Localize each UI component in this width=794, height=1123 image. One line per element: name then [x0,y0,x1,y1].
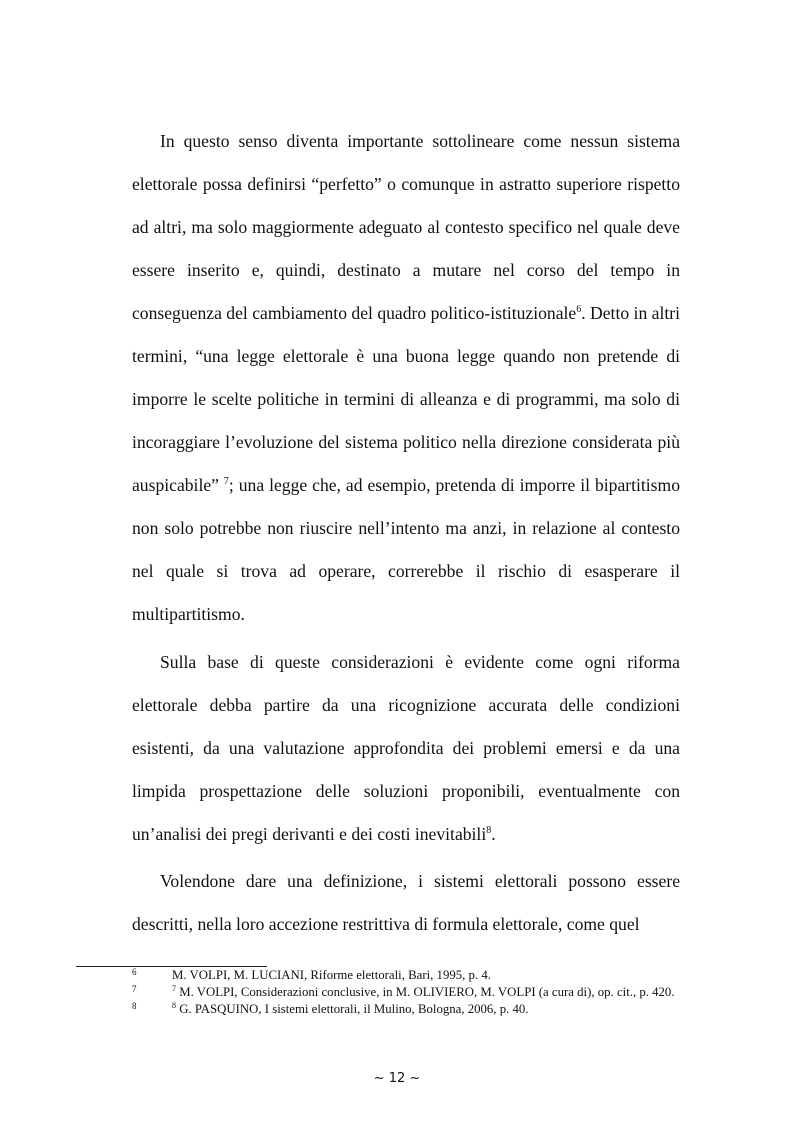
paragraph-1-text-b: . Detto in altri termini, “una legge elettorale è una buona legge quando non pretende di imporre le scelte politiche in termini di alleanza e di programmi, ma solo di incoraggiare l’evoluzione del sistema politico nella direzione considerata più auspicabile” [132,303,680,495]
paragraph-1 [132,120,680,636]
paragraph-1-text-c: ; una legge che, ad esempio, pretenda di imporre il bipartitismo non solo potrebbe non riuscire nell’intento ma anzi, in relazione al contesto nel quale si trova ad operare, correrebbe il rischio di esasperare il multipartitismo. [132,475,680,624]
footnote-text: G. PASQUINO, I sistemi elettorali, il Mulino, Bologna, 2006, p. 40. [176,1002,529,1016]
footnote-number: 7 [132,984,137,994]
body-text [132,120,680,951]
footnote-ref-7: 7 [223,476,229,487]
footnote-inner-ref: 7 [172,984,176,993]
footnote-ref-6: 6 [576,304,582,315]
footnote-inner-ref: 8 [172,1001,176,1010]
footnote-number: 8 [132,1001,137,1011]
paragraph-2 [132,641,680,856]
footnote-text: M. VOLPI, M. LUCIANI, Riforme elettorali, Bari, 1995, p. 4. [172,968,491,982]
footnote-6 [132,967,681,984]
footnote-ref-8: 8 [486,824,492,836]
paragraph-1-text-a: In questo senso diventa importante sottolineare come nessun sistema elettorale possa definirsi “perfetto” o comunque in astratto superiore rispetto ad altri, ma solo maggiormente adeguato al contesto specifico nel quale deve essere inserito e, quindi, destinato a mutare nel corso del tempo in conseguenza del cambiamento del quadro politico-istituzionale [132,131,680,323]
paragraph-3 [132,860,680,946]
paragraph-2-text-b: . [491,823,496,844]
paragraph-2-text-a: Sulla base di queste considerazioni è evidente come ogni riforma elettorale debba partire da una ricognizione accurata delle condizioni esistenti, da una valutazione approfondita dei problemi emersi e da una limpida prospettazione delle soluzioni proponibili, eventualmente con un’analisi dei pregi derivanti e dei costi inevitabili [132,651,680,844]
footnote-number: 6 [132,967,137,977]
footnotes [132,967,681,1018]
page-number: ~ 12 ~ [373,1071,421,1086]
footnote-7 [132,984,681,1001]
footnote-8 [132,1001,681,1018]
paragraph-3-text: Volendone dare una definizione, i sistemi elettorali possono essere descritti, nella loro accezione restrittiva di formula elettorale, come quel [132,871,680,934]
footnote-text: M. VOLPI, Considerazioni conclusive, in M. OLIVIERO, M. VOLPI (a cura di), op. cit., p. 420. [176,985,675,999]
